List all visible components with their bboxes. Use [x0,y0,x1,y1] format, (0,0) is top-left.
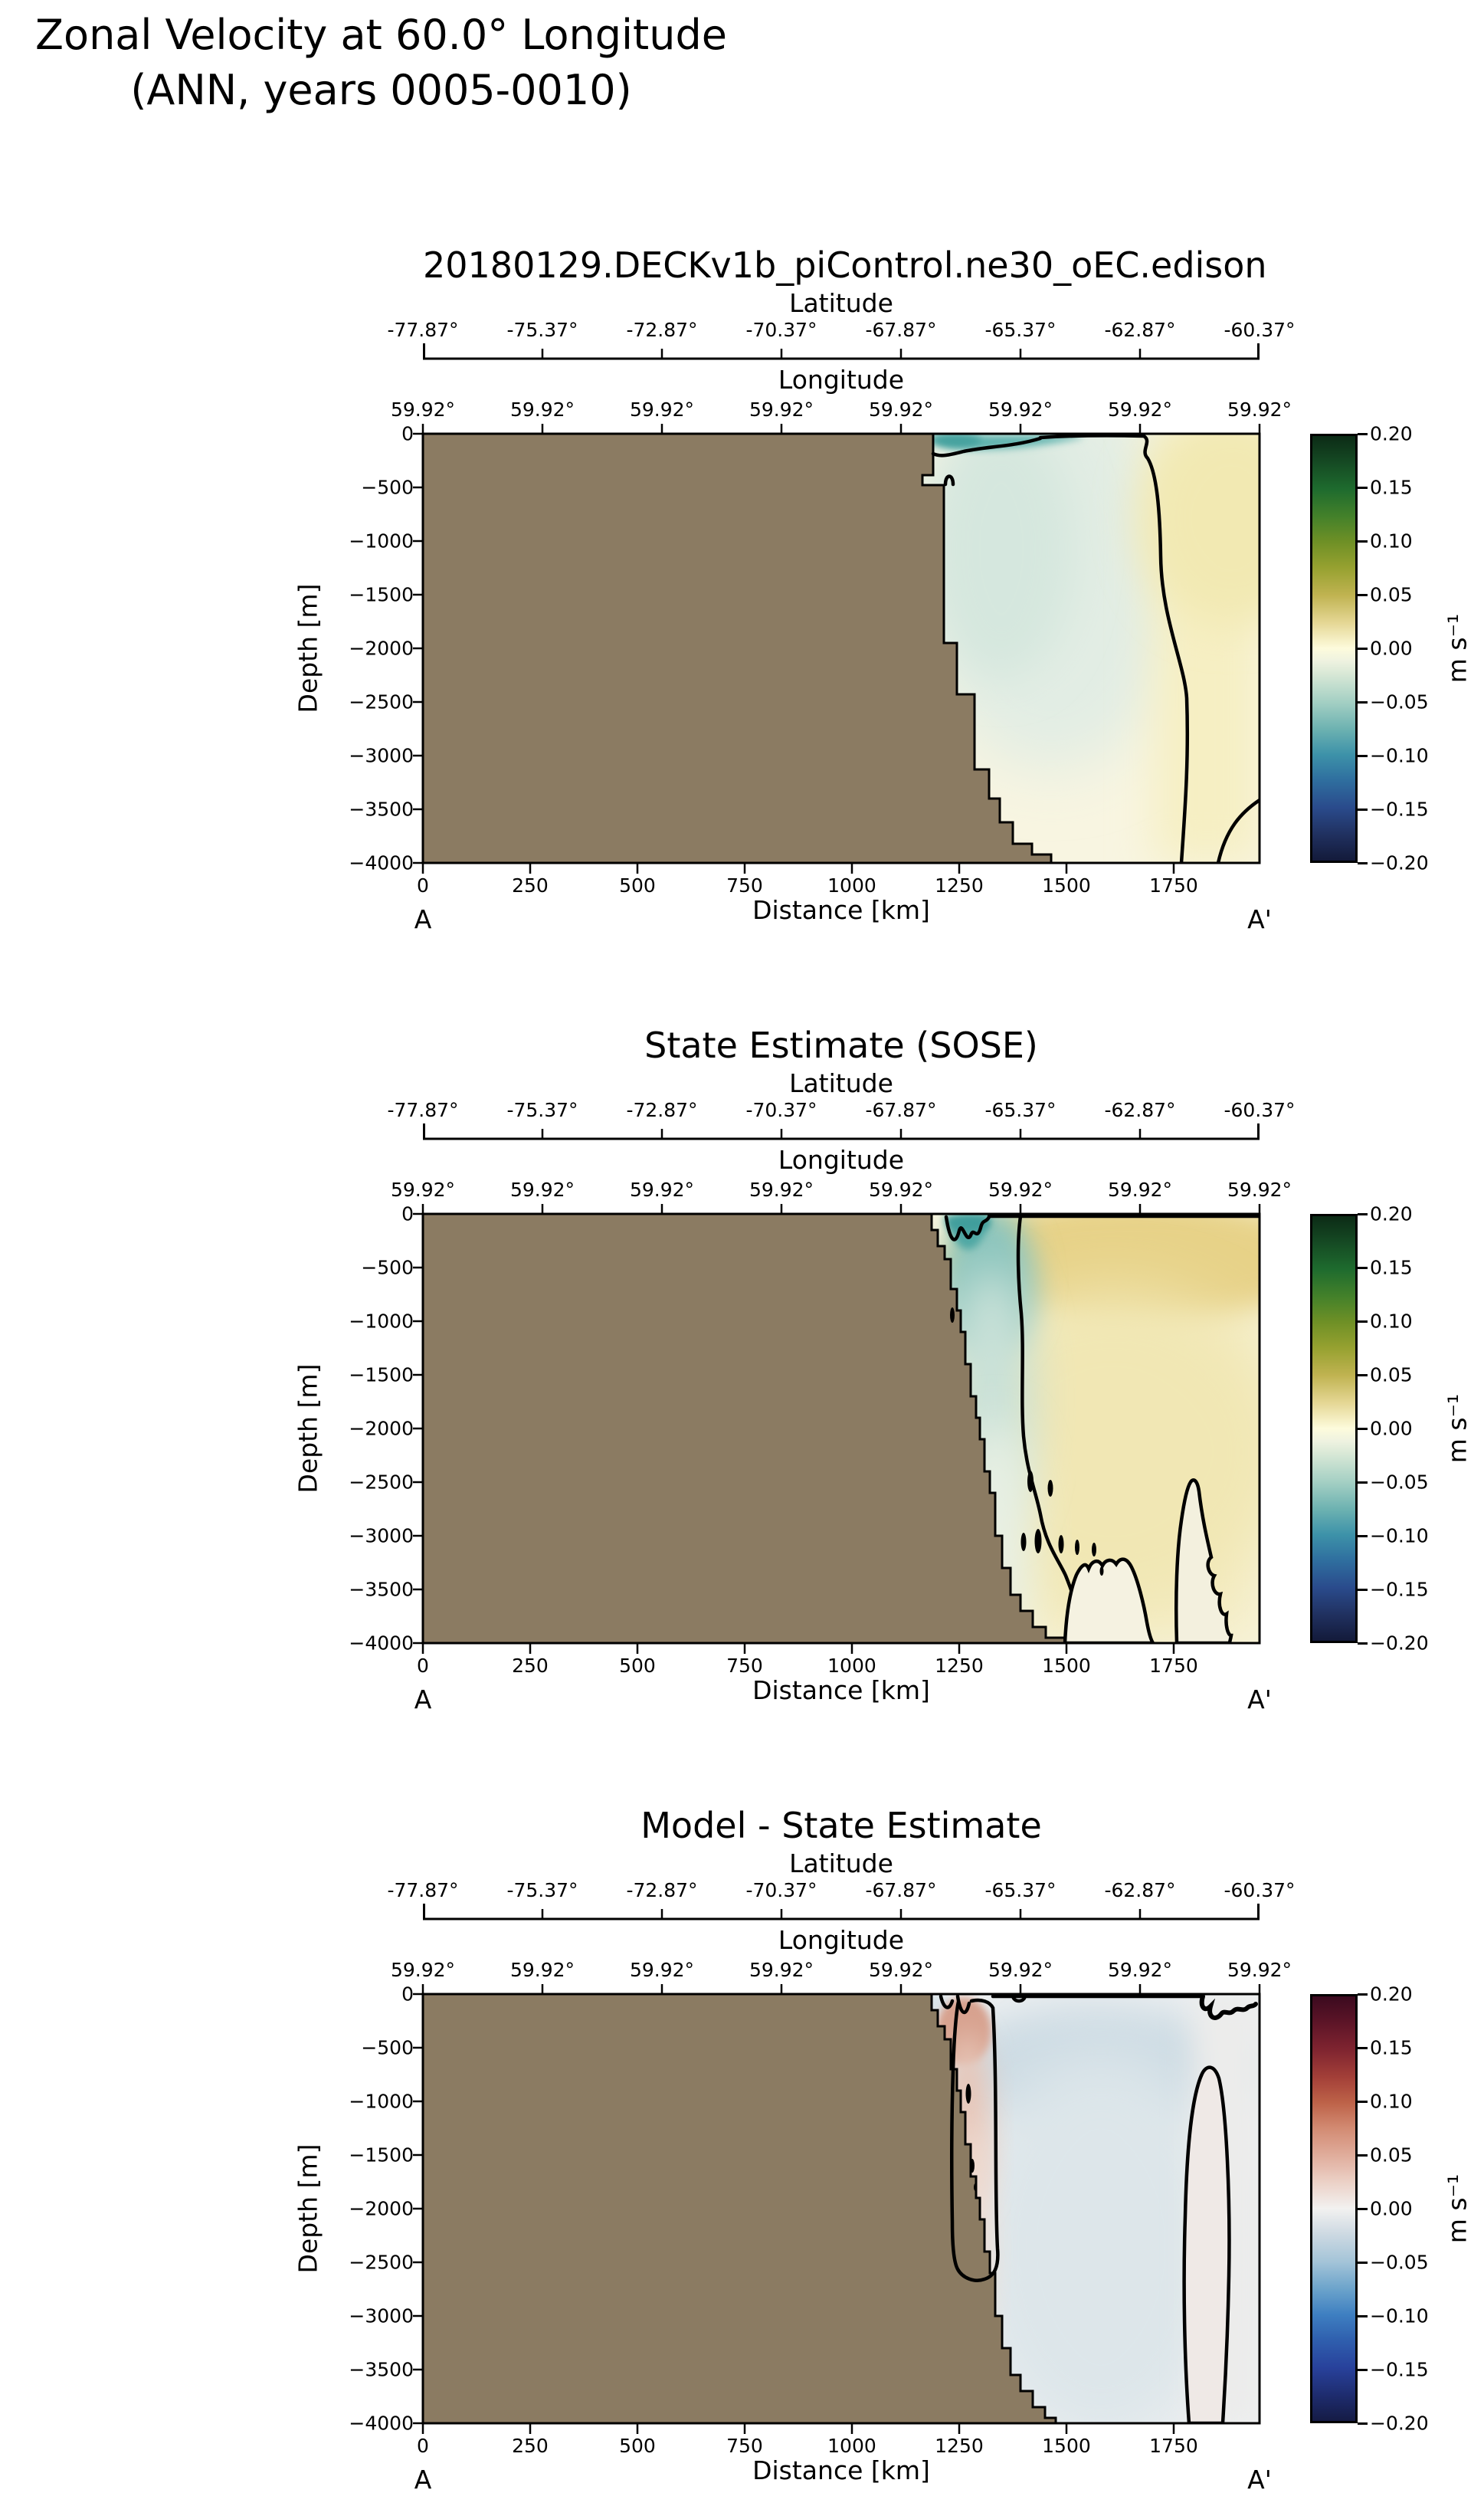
tick-label: -72.87° [626,319,698,341]
tick-label: 1250 [935,874,984,897]
tick-label: 59.92° [390,1959,456,1981]
section-end-marker: A' [1247,1684,1272,1714]
panel-title: Model - State Estimate [640,1805,1042,1846]
tick-label: −4000 [349,1632,414,1655]
tick-label: −0.10 [1370,2304,1429,2327]
tick-label: -65.37° [984,319,1056,341]
tick-label: 59.92° [1227,1179,1292,1201]
tick-label: 59.92° [749,399,814,421]
tick-label: 1500 [1042,1655,1091,1677]
tick-label: -72.87° [626,1099,698,1121]
tick-label: -60.37° [1224,319,1296,341]
tick-label: 0 [401,1202,414,1225]
tick-label: −2500 [349,2251,414,2274]
tick-label: −1000 [349,1310,414,1333]
longitude-axis-label: Longitude [778,1145,905,1175]
tick-label: 0 [401,422,414,445]
latitude-axis-label: Latitude [789,1848,893,1878]
distance-axis-label: Distance [km] [752,2455,930,2485]
tick-label: −0.05 [1370,2251,1429,2274]
tick-label: 0 [417,1655,429,1677]
tick-label: 750 [726,2435,763,2457]
tick-label: 59.92° [988,1179,1053,1201]
tick-label: 500 [619,2435,656,2457]
tick-label: 0 [401,1983,414,2006]
tick-label: 0 [417,874,429,897]
tick-label: −1500 [349,583,414,606]
tick-label: −3000 [349,1524,414,1547]
tick-label: −0.05 [1370,690,1429,713]
tick-label: 59.92° [509,399,575,421]
section-end-marker: A' [1247,904,1272,934]
depth-axis-label: Depth [m] [293,1363,323,1494]
tick-label: 1000 [827,2435,876,2457]
tick-label: −0.15 [1370,1578,1429,1601]
latitude-axis-label: Latitude [789,1068,893,1098]
tick-label: -72.87° [626,1879,698,1901]
figure-title-line2: (ANN, years 0005-0010) [130,66,632,114]
tick-label: -77.87° [387,1879,459,1901]
tick-label: −3500 [349,798,414,821]
tick-label: -70.37° [745,319,817,341]
tick-label: 0.05 [1370,583,1413,606]
transect-plot-diff [406,1977,1276,2440]
tick-label: 750 [726,874,763,897]
tick-label: 1250 [935,2435,984,2457]
transect-plot-sose [406,1197,1276,1660]
colorbar-unit-label: m s⁻¹ [1442,2173,1473,2244]
tick-label: 59.92° [509,1959,575,1981]
section-start-marker: A [414,2465,432,2495]
tick-label: −3000 [349,2304,414,2327]
tick-label: 0.20 [1370,1202,1413,1225]
tick-label: −1000 [349,2090,414,2113]
tick-label: 0.10 [1370,2090,1413,2113]
tick-label: 0 [417,2435,429,2457]
tick-label: 0.15 [1370,2036,1413,2059]
tick-label: -60.37° [1224,1099,1296,1121]
tick-label: 59.92° [509,1179,575,1201]
tick-label: 59.92° [868,1959,934,1981]
tick-label: 59.92° [749,1959,814,1981]
colorbar [1310,1994,1358,2423]
tick-label: −2500 [349,690,414,713]
tick-label: −1500 [349,1363,414,1386]
tick-label: 1000 [827,874,876,897]
tick-label: -77.87° [387,1099,459,1121]
tick-label: 250 [512,1655,549,1677]
tick-label: 0.00 [1370,637,1413,660]
tick-label: -62.87° [1104,1879,1176,1901]
tick-label: 59.92° [1107,1179,1173,1201]
tick-label: 0.00 [1370,1417,1413,1440]
tick-label: −0.15 [1370,798,1429,821]
colorbar [1310,1214,1358,1643]
latitude-axis-label: Latitude [789,288,893,318]
tick-label: 0.20 [1370,422,1413,445]
distance-axis-label: Distance [km] [752,895,930,925]
tick-label: −0.20 [1370,2412,1429,2435]
tick-label: -62.87° [1104,1099,1176,1121]
tick-label: 1500 [1042,874,1091,897]
depth-axis-label: Depth [m] [293,583,323,713]
tick-label: −500 [361,2036,414,2059]
tick-label: 0.15 [1370,1256,1413,1279]
colorbar-unit-label: m s⁻¹ [1442,613,1473,684]
tick-label: -77.87° [387,319,459,341]
tick-label: 59.92° [868,399,934,421]
tick-label: 0.00 [1370,2197,1413,2220]
tick-label: 59.92° [868,1179,934,1201]
tick-label: −4000 [349,2412,414,2435]
tick-label: −4000 [349,851,414,874]
tick-label: 0.20 [1370,1983,1413,2006]
tick-label: -65.37° [984,1879,1056,1901]
tick-label: 1500 [1042,2435,1091,2457]
tick-label: −0.15 [1370,2358,1429,2381]
depth-axis-label: Depth [m] [293,2144,323,2274]
transect-plot-model [406,417,1276,880]
tick-label: -67.87° [865,1879,937,1901]
tick-label: 59.92° [629,399,695,421]
tick-label: −500 [361,476,414,499]
tick-label: -75.37° [506,319,578,341]
tick-label: −1000 [349,530,414,553]
colorbar-unit-label: m s⁻¹ [1442,1393,1473,1464]
tick-label: 1750 [1149,1655,1198,1677]
tick-label: -62.87° [1104,319,1176,341]
tick-label: −500 [361,1256,414,1279]
tick-label: 59.92° [988,1959,1053,1981]
tick-label: 1750 [1149,2435,1198,2457]
longitude-axis-label: Longitude [778,365,905,395]
tick-label: -75.37° [506,1099,578,1121]
tick-label: 1250 [935,1655,984,1677]
depth-tick-labels [293,1983,414,2435]
tick-label: 0.10 [1370,1310,1413,1333]
tick-label: -70.37° [745,1099,817,1121]
tick-label: −0.05 [1370,1471,1429,1494]
depth-tick-labels [293,422,414,874]
longitude-axis-label: Longitude [778,1925,905,1955]
tick-label: 250 [512,2435,549,2457]
tick-label: 250 [512,874,549,897]
tick-label: 0.15 [1370,476,1413,499]
tick-label: 1000 [827,1655,876,1677]
tick-label: −2500 [349,1471,414,1494]
tick-label: 59.92° [1227,399,1292,421]
depth-tick-labels [293,1202,414,1655]
tick-label: -67.87° [865,319,937,341]
tick-label: −2000 [349,637,414,660]
tick-label: 59.92° [1227,1959,1292,1981]
colorbar [1310,434,1358,863]
panel-title: State Estimate (SOSE) [644,1025,1038,1066]
tick-label: 59.92° [749,1179,814,1201]
latitude-ruler [423,340,1260,360]
tick-label: -67.87° [865,1099,937,1121]
section-start-marker: A [414,1684,432,1714]
tick-label: -70.37° [745,1879,817,1901]
tick-label: −2000 [349,2197,414,2220]
tick-label: 750 [726,1655,763,1677]
distance-axis-label: Distance [km] [752,1675,930,1705]
tick-label: −3000 [349,744,414,767]
tick-label: 59.92° [390,1179,456,1201]
latitude-ruler [423,1901,1260,1921]
tick-label: −0.10 [1370,744,1429,767]
tick-label: 59.92° [629,1959,695,1981]
tick-label: -65.37° [984,1099,1056,1121]
figure-title [0,8,762,118]
section-end-marker: A' [1247,2465,1272,2495]
tick-label: −0.10 [1370,1524,1429,1547]
tick-label: 59.92° [390,399,456,421]
tick-label: −2000 [349,1417,414,1440]
section-start-marker: A [414,904,432,934]
tick-label: 59.92° [629,1179,695,1201]
tick-label: −1500 [349,2144,414,2167]
tick-label: 500 [619,874,656,897]
tick-label: 59.92° [988,399,1053,421]
tick-label: -75.37° [506,1879,578,1901]
tick-label: 59.92° [1107,1959,1173,1981]
tick-label: 59.92° [1107,399,1173,421]
tick-label: −0.20 [1370,1632,1429,1655]
tick-label: 0.05 [1370,1363,1413,1386]
tick-label: -60.37° [1224,1879,1296,1901]
figure-title-line1: Zonal Velocity at 60.0° Longitude [35,11,727,59]
tick-label: 1750 [1149,874,1198,897]
latitude-ruler [423,1120,1260,1140]
panel-title: 20180129.DECKv1b_piControl.ne30_oEC.edison [423,244,1267,286]
tick-label: −3500 [349,2358,414,2381]
tick-label: 500 [619,1655,656,1677]
tick-label: 0.10 [1370,530,1413,553]
tick-label: −3500 [349,1578,414,1601]
tick-label: −0.20 [1370,851,1429,874]
tick-label: 0.05 [1370,2144,1413,2167]
